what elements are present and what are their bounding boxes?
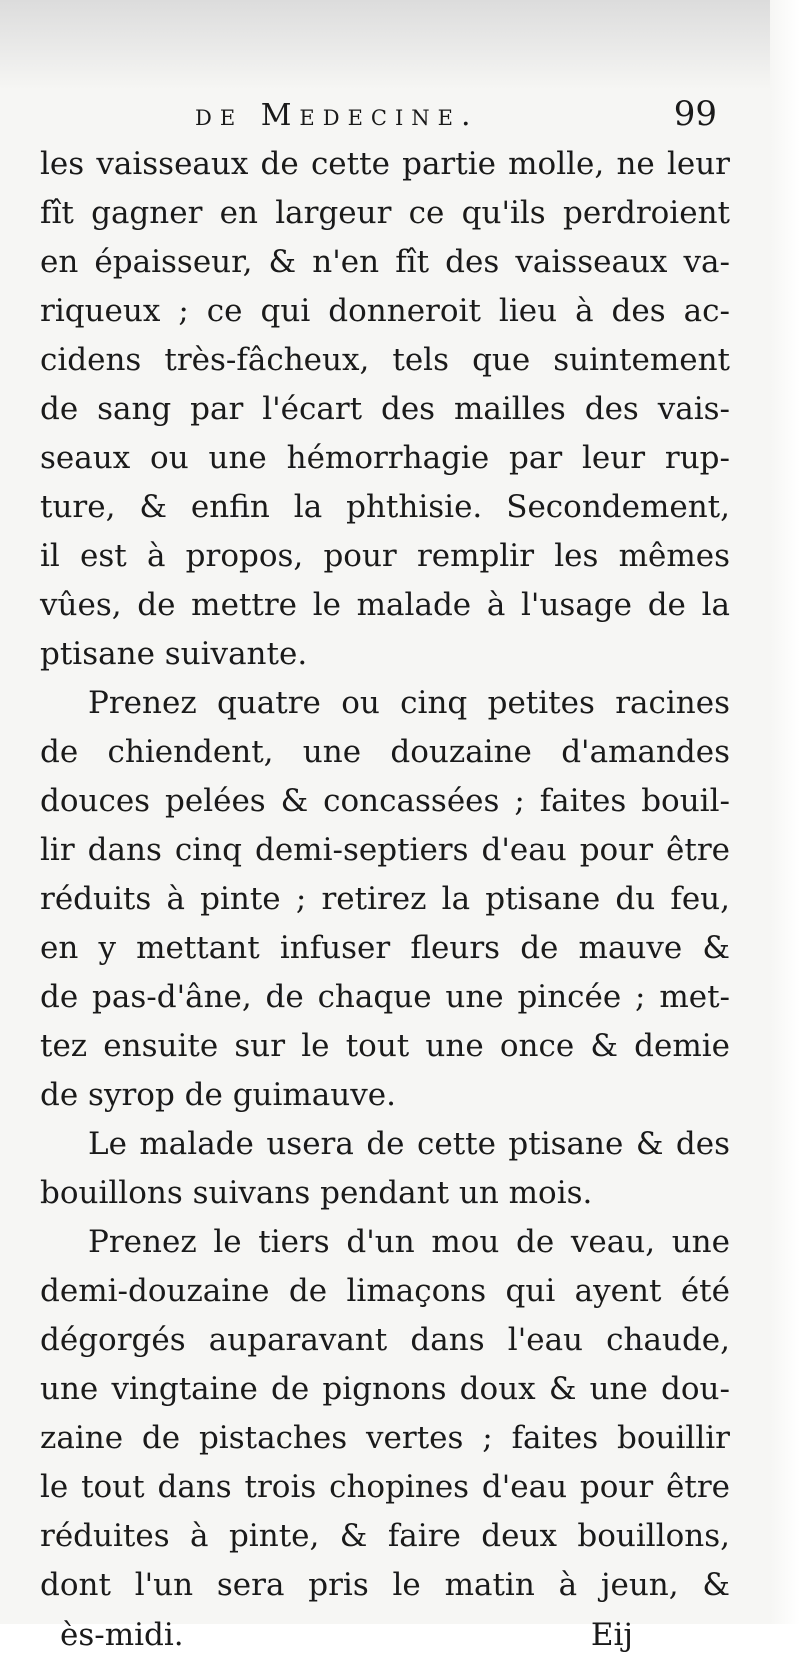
text-line: ptisane suivante. (40, 636, 308, 672)
body-text (40, 140, 745, 1610)
text-line: le tout dans trois chopines d'eau pour être (40, 1469, 730, 1505)
text-line: de pas-d'âne, de chaque une pincée ; met- (40, 979, 730, 1015)
text-line: réduites à pinte, & faire deux bouillons, (40, 1518, 730, 1554)
text-line: lir dans cinq demi-septiers d'eau pour être (40, 832, 730, 868)
text-line: les vaisseaux de cette partie molle, ne leur (40, 146, 730, 182)
text-line: une vingtaine de pignons doux & une dou- (40, 1371, 730, 1407)
text-line: zaine de pistaches vertes ; faites bouillir (40, 1420, 730, 1456)
page-footer (40, 1610, 745, 1660)
text-line: dégorgés auparavant dans l'eau chaude, (40, 1322, 730, 1358)
text-line: douces pelées & concassées ; faites bouil- (40, 783, 730, 819)
paragraph-start-line: Prenez quatre ou cinq petites racines (88, 685, 730, 721)
text-line: cidens très-fâcheux, tels que suintement (40, 342, 730, 378)
text-line: bouillons suivans pendant un mois. (40, 1175, 593, 1211)
page-edge-shadow (770, 0, 800, 1624)
paragraph-start-line: Prenez le tiers d'un mou de veau, une (88, 1224, 730, 1260)
text-line: dont l'un sera pris le matin à jeun, & (40, 1567, 730, 1603)
text-line: de sang par l'écart des mailles des vais- (40, 391, 730, 427)
footer-partial-line: ès-midi. (60, 1617, 184, 1653)
text-line: en y mettant infuser fleurs de mauve & (40, 930, 730, 966)
text-line: en épaisseur, & n'en fît des vaisseaux va- (40, 244, 730, 280)
paragraph-start-line: Le malade usera de cette ptisane & des (88, 1126, 730, 1162)
running-head: de Medecine. (195, 98, 479, 133)
signature-mark: Eij (590, 1617, 633, 1653)
text-line: il est à propos, pour remplir les mêmes (40, 538, 730, 574)
text-line: tez ensuite sur le tout une once & demie (40, 1028, 730, 1064)
page-header (40, 88, 745, 140)
text-line: seaux ou une hémorrhagie par leur rup- (40, 440, 730, 476)
page-top-shadow (0, 0, 800, 90)
text-line: demi-douzaine de limaçons qui ayent été (40, 1273, 730, 1309)
text-line: riqueux ; ce qui donneroit lieu à des ac- (40, 293, 730, 329)
text-line: vûes, de mettre le malade à l'usage de la (40, 587, 730, 623)
text-line: réduits à pinte ; retirez la ptisane du feu, (40, 881, 730, 917)
text-line: de chiendent, une douzaine d'amandes (40, 734, 730, 770)
text-block (40, 88, 745, 1660)
text-line: fît gagner en largeur ce qu'ils perdroient (40, 195, 730, 231)
text-line: ture, & enfin la phthisie. Secondement, (40, 489, 730, 525)
page-number: 99 (673, 94, 717, 134)
text-line: de syrop de guimauve. (40, 1077, 396, 1113)
